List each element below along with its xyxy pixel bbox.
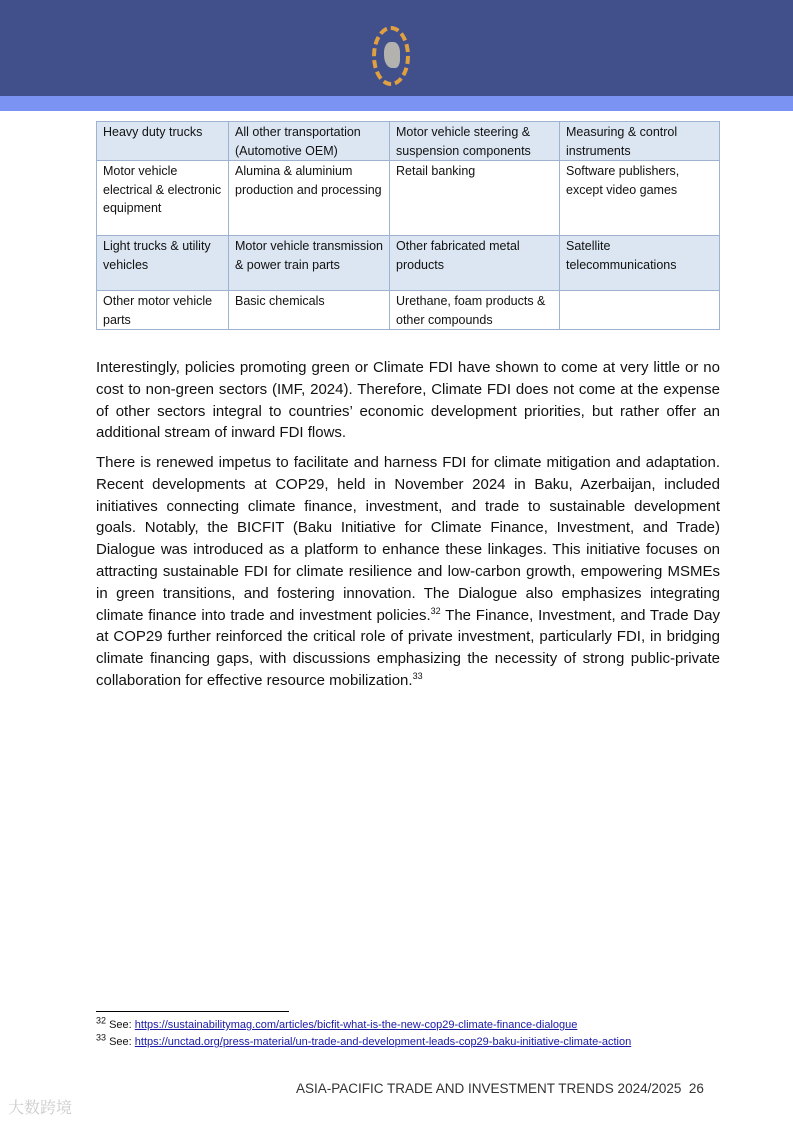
table-cell: Satellite telecommunications <box>560 236 720 291</box>
footnote-number: 32 <box>96 1015 107 1026</box>
paragraph-text: There is renewed impetus to facilitate and harness FDI for climate mitigation and adaptation. Recent developments at COP29, held in November 2024 in Baku, Azerbaijan, included initiatives connecting climate finance, investment, and trade to sustainable development goals. Notably, the BICFIT (Baku Initiative for Climate Finance, Investment, and Trade) Dialogue was introduced as a platform to enhance these linkages. This initiative focuses on attracting sustainable FDI for climate resilience and low-carbon growth, empowering MSMEs in green transitions, and fostering innovation. The Dialogue also emphasizes integrating climate finance into trade and investment policies. <box>96 454 720 624</box>
footnote-ref[interactable]: 32 <box>430 605 441 616</box>
table-cell: Motor vehicle transmission & power train parts <box>229 236 390 291</box>
sector-table <box>96 121 720 330</box>
footer-title: ASIA-PACIFIC TRADE AND INVESTMENT TRENDS 2024/2025 <box>296 1081 682 1096</box>
table-cell: Motor vehicle steering & suspension components <box>390 122 560 161</box>
paragraph: Interestingly, policies promoting green or Climate FDI have shown to come at very little or no cost to non-green sectors (IMF, 2024). Therefore, Climate FDI does not come at the expense of other sectors integral to countries’ economic development priorities, but rather offer an additional stream of inward FDI flows. <box>96 359 720 442</box>
table-cell: Motor vehicle electrical & electronic equipment <box>97 161 229 236</box>
footnote-prefix: See: <box>109 1019 135 1031</box>
footnote-link[interactable]: https://unctad.org/press-material/un-trade-and-development-leads-cop29-baku-initiative-climate-action <box>134 1036 632 1048</box>
footnote-ref[interactable]: 33 <box>412 670 423 681</box>
page-footer <box>296 1081 704 1096</box>
table-row <box>97 236 720 291</box>
page-number: 26 <box>688 1081 704 1096</box>
footnote-divider <box>96 1011 289 1012</box>
table-cell: Measuring & control instruments <box>560 122 720 161</box>
table-cell: All other transportation (Automotive OEM) <box>229 122 390 161</box>
table-row <box>97 161 720 236</box>
table-cell: Light trucks & utility vehicles <box>97 236 229 291</box>
table-cell: Software publishers, except video games <box>560 161 720 236</box>
table-cell: Other motor vehicle parts <box>97 291 229 330</box>
table-row <box>97 291 720 330</box>
footnote <box>96 1015 578 1031</box>
escap-logo <box>372 26 410 86</box>
header-band <box>0 96 793 111</box>
watermark: 大数跨境 <box>8 1100 73 1117</box>
table-cell: Heavy duty trucks <box>97 122 229 161</box>
table-cell <box>560 291 720 330</box>
table-cell: Retail banking <box>390 161 560 236</box>
paragraph <box>96 452 720 692</box>
footnote-prefix: See: <box>109 1036 135 1048</box>
table-row <box>97 122 720 161</box>
page-header <box>0 0 793 96</box>
footnote-number: 33 <box>96 1032 107 1043</box>
table-cell: Other fabricated metal products <box>390 236 560 291</box>
footnote <box>96 1032 632 1048</box>
footnote-link[interactable]: https://sustainabilitymag.com/articles/bicfit-what-is-the-new-cop29-climate-finance-dialogue <box>134 1019 578 1031</box>
table-cell: Urethane, foam products & other compounds <box>390 291 560 330</box>
table-cell: Basic chemicals <box>229 291 390 330</box>
table-cell: Alumina & aluminium production and processing <box>229 161 390 236</box>
paragraph-text: The Finance, Investment, and Trade Day at COP29 further reinforced the critical role of private investment, particularly FDI, in bridging climate financing gaps, with discussions emphasizing the necessity of strong public-private collaboration for effective resource mobilization. <box>96 606 720 689</box>
